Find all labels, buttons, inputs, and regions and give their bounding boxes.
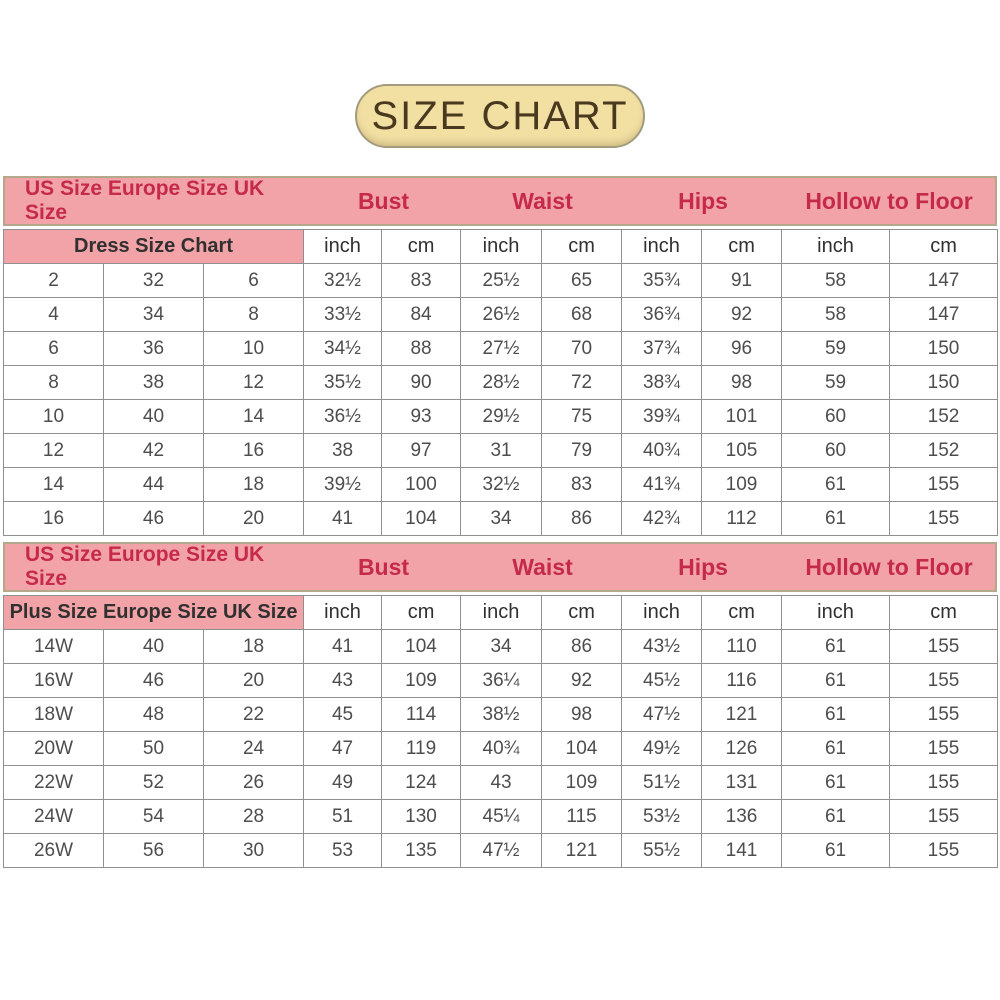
table-cell: 126: [702, 732, 782, 766]
plus-table-header-band: [3, 542, 997, 592]
table-cell: 6: [204, 264, 304, 298]
table-cell: 34½: [304, 332, 382, 366]
table-cell: 47: [304, 732, 382, 766]
table-cell: 45¼: [461, 800, 542, 834]
table-cell: 104: [382, 630, 461, 664]
bust-header: Bust: [357, 187, 410, 214]
table-cell: 33½: [304, 298, 382, 332]
unit-cell: cm: [542, 230, 622, 264]
table-cell: 53½: [622, 800, 702, 834]
table-cell: 30: [204, 834, 304, 868]
table-row: [4, 732, 998, 766]
table-cell: 104: [382, 502, 461, 536]
table-cell: 65: [542, 264, 622, 298]
table-cell: 10: [204, 332, 304, 366]
table-cell: 135: [382, 834, 461, 868]
table-cell: 121: [702, 698, 782, 732]
table-cell: 2: [4, 264, 104, 298]
unit-cell: inch: [304, 230, 382, 264]
table-cell: 121: [542, 834, 622, 868]
table-cell: 155: [890, 664, 998, 698]
dress-size-grid: [3, 229, 998, 536]
unit-cell: inch: [461, 230, 542, 264]
table-cell: 12: [4, 434, 104, 468]
unit-cell: cm: [702, 230, 782, 264]
plus-size-grid: [3, 595, 998, 868]
table-cell: 150: [890, 366, 998, 400]
hips-header: Hips: [678, 553, 728, 580]
table-cell: 60: [782, 434, 890, 468]
table-cell: 61: [782, 732, 890, 766]
table-cell: 37¾: [622, 332, 702, 366]
table-cell: 147: [890, 264, 998, 298]
unit-cell: inch: [304, 596, 382, 630]
table-cell: 86: [542, 630, 622, 664]
table-row: [4, 468, 998, 502]
table-cell: 38: [304, 434, 382, 468]
table-cell: 56: [104, 834, 204, 868]
table-cell: 42¾: [622, 502, 702, 536]
table-cell: 39½: [304, 468, 382, 502]
table-cell: 59: [782, 332, 890, 366]
hollow-to-floor-header: Hollow to Floor: [805, 553, 973, 580]
waist-header: Waist: [512, 187, 573, 214]
table-cell: 14W: [4, 630, 104, 664]
table-cell: 155: [890, 834, 998, 868]
table-cell: 28½: [461, 366, 542, 400]
table-cell: 24W: [4, 800, 104, 834]
table-cell: 130: [382, 800, 461, 834]
table-cell: 50: [104, 732, 204, 766]
table-cell: 61: [782, 630, 890, 664]
size-systems-label: US Size Europe Size UK Size: [25, 543, 265, 590]
table-cell: 47½: [622, 698, 702, 732]
hips-header: Hips: [678, 187, 728, 214]
table-cell: 46: [104, 502, 204, 536]
table-cell: 40¾: [461, 732, 542, 766]
table-cell: 48: [104, 698, 204, 732]
table-cell: 8: [204, 298, 304, 332]
table-cell: 70: [542, 332, 622, 366]
unit-cell: inch: [782, 596, 890, 630]
table-cell: 105: [702, 434, 782, 468]
table-cell: 18W: [4, 698, 104, 732]
table-cell: 12: [204, 366, 304, 400]
table-cell: 43: [304, 664, 382, 698]
size-systems-label: US Size Europe Size UK Size: [25, 177, 265, 224]
table-cell: 20W: [4, 732, 104, 766]
table-cell: 38: [104, 366, 204, 400]
table-cell: 110: [702, 630, 782, 664]
table-cell: 44: [104, 468, 204, 502]
table-row: [4, 502, 998, 536]
unit-cell: inch: [461, 596, 542, 630]
table-cell: 34: [461, 630, 542, 664]
table-row: [4, 664, 998, 698]
table-cell: 72: [542, 366, 622, 400]
table-cell: 59: [782, 366, 890, 400]
table-cell: 4: [4, 298, 104, 332]
table-cell: 136: [702, 800, 782, 834]
table-cell: 79: [542, 434, 622, 468]
table-cell: 155: [890, 468, 998, 502]
table-cell: 38¾: [622, 366, 702, 400]
size-chart-title-badge: [355, 84, 645, 148]
table-cell: 35½: [304, 366, 382, 400]
table-cell: 41¾: [622, 468, 702, 502]
table-cell: 155: [890, 800, 998, 834]
table-cell: 92: [702, 298, 782, 332]
unit-cell: cm: [890, 230, 998, 264]
table-cell: 36¾: [622, 298, 702, 332]
unit-cell: cm: [382, 230, 461, 264]
table-cell: 61: [782, 664, 890, 698]
table-cell: 141: [702, 834, 782, 868]
unit-cell: cm: [542, 596, 622, 630]
table-cell: 60: [782, 400, 890, 434]
table-cell: 97: [382, 434, 461, 468]
table-cell: 155: [890, 630, 998, 664]
table-row: [4, 834, 998, 868]
table-row: [4, 298, 998, 332]
table-cell: 68: [542, 298, 622, 332]
table-cell: 41: [304, 630, 382, 664]
waist-header: Waist: [512, 553, 573, 580]
table-cell: 35¾: [622, 264, 702, 298]
table-cell: 124: [382, 766, 461, 800]
table-cell: 32½: [461, 468, 542, 502]
table-cell: 61: [782, 468, 890, 502]
page-title: SIZE CHART: [371, 93, 629, 138]
table-row: [4, 332, 998, 366]
chart-type-label: Dress Size Chart: [4, 230, 304, 264]
table-cell: 98: [542, 698, 622, 732]
table-cell: 49½: [622, 732, 702, 766]
table-cell: 16: [4, 502, 104, 536]
table-cell: 119: [382, 732, 461, 766]
table-cell: 61: [782, 834, 890, 868]
units-row: [4, 596, 998, 630]
table-cell: 32: [104, 264, 204, 298]
table-row: [4, 434, 998, 468]
table-cell: 16: [204, 434, 304, 468]
table-cell: 61: [782, 800, 890, 834]
table-cell: 18: [204, 468, 304, 502]
table-row: [4, 800, 998, 834]
table-cell: 14: [204, 400, 304, 434]
table-cell: 49: [304, 766, 382, 800]
unit-cell: inch: [782, 230, 890, 264]
table-cell: 25½: [461, 264, 542, 298]
table-cell: 90: [382, 366, 461, 400]
table-cell: 36½: [304, 400, 382, 434]
table-cell: 93: [382, 400, 461, 434]
table-cell: 18: [204, 630, 304, 664]
table-cell: 86: [542, 502, 622, 536]
table-row: [4, 400, 998, 434]
table-cell: 10: [4, 400, 104, 434]
table-cell: 155: [890, 502, 998, 536]
table-cell: 42: [104, 434, 204, 468]
table-cell: 83: [542, 468, 622, 502]
table-cell: 28: [204, 800, 304, 834]
table-cell: 38½: [461, 698, 542, 732]
unit-cell: cm: [702, 596, 782, 630]
table-cell: 43: [461, 766, 542, 800]
table-cell: 26W: [4, 834, 104, 868]
table-cell: 96: [702, 332, 782, 366]
table-cell: 29½: [461, 400, 542, 434]
table-cell: 47½: [461, 834, 542, 868]
table-cell: 91: [702, 264, 782, 298]
table-cell: 61: [782, 502, 890, 536]
table-cell: 101: [702, 400, 782, 434]
table-cell: 61: [782, 698, 890, 732]
table-cell: 54: [104, 800, 204, 834]
table-cell: 152: [890, 434, 998, 468]
table-cell: 58: [782, 298, 890, 332]
hollow-to-floor-header: Hollow to Floor: [805, 187, 973, 214]
table-cell: 53: [304, 834, 382, 868]
table-cell: 109: [702, 468, 782, 502]
chart-type-label: Plus Size Europe Size UK Size: [4, 596, 304, 630]
plus-size-table: [3, 542, 997, 868]
table-cell: 109: [382, 664, 461, 698]
table-cell: 34: [104, 298, 204, 332]
table-cell: 43½: [622, 630, 702, 664]
table-cell: 40: [104, 400, 204, 434]
table-cell: 152: [890, 400, 998, 434]
table-cell: 112: [702, 502, 782, 536]
table-cell: 36: [104, 332, 204, 366]
table-cell: 88: [382, 332, 461, 366]
table-cell: 45: [304, 698, 382, 732]
table-cell: 6: [4, 332, 104, 366]
table-cell: 20: [204, 664, 304, 698]
table-cell: 114: [382, 698, 461, 732]
table-row: [4, 366, 998, 400]
table-cell: 31: [461, 434, 542, 468]
table-row: [4, 698, 998, 732]
table-cell: 51½: [622, 766, 702, 800]
table-row: [4, 630, 998, 664]
table-cell: 92: [542, 664, 622, 698]
table-cell: 100: [382, 468, 461, 502]
table-cell: 22: [204, 698, 304, 732]
unit-cell: inch: [622, 596, 702, 630]
table-row: [4, 264, 998, 298]
table-cell: 51: [304, 800, 382, 834]
table-cell: 40: [104, 630, 204, 664]
table-cell: 26: [204, 766, 304, 800]
table-cell: 24: [204, 732, 304, 766]
table-cell: 36¼: [461, 664, 542, 698]
table-cell: 41: [304, 502, 382, 536]
table-cell: 32½: [304, 264, 382, 298]
table-cell: 155: [890, 698, 998, 732]
table-cell: 26½: [461, 298, 542, 332]
table-cell: 104: [542, 732, 622, 766]
dress-table-header-band: [3, 176, 997, 226]
table-cell: 155: [890, 732, 998, 766]
table-cell: 98: [702, 366, 782, 400]
table-cell: 46: [104, 664, 204, 698]
table-cell: 45½: [622, 664, 702, 698]
table-cell: 116: [702, 664, 782, 698]
table-cell: 20: [204, 502, 304, 536]
table-cell: 22W: [4, 766, 104, 800]
unit-cell: inch: [622, 230, 702, 264]
dress-size-table: [3, 176, 997, 536]
table-cell: 84: [382, 298, 461, 332]
bust-header: Bust: [357, 553, 410, 580]
table-cell: 147: [890, 298, 998, 332]
table-cell: 115: [542, 800, 622, 834]
table-cell: 8: [4, 366, 104, 400]
unit-cell: cm: [382, 596, 461, 630]
table-cell: 14: [4, 468, 104, 502]
table-cell: 39¾: [622, 400, 702, 434]
table-cell: 83: [382, 264, 461, 298]
units-row: [4, 230, 998, 264]
table-cell: 131: [702, 766, 782, 800]
table-cell: 155: [890, 766, 998, 800]
table-row: [4, 766, 998, 800]
table-cell: 52: [104, 766, 204, 800]
table-cell: 109: [542, 766, 622, 800]
table-cell: 61: [782, 766, 890, 800]
table-cell: 34: [461, 502, 542, 536]
table-cell: 55½: [622, 834, 702, 868]
unit-cell: cm: [890, 596, 998, 630]
table-cell: 16W: [4, 664, 104, 698]
table-cell: 58: [782, 264, 890, 298]
table-cell: 150: [890, 332, 998, 366]
table-cell: 40¾: [622, 434, 702, 468]
table-cell: 27½: [461, 332, 542, 366]
table-cell: 75: [542, 400, 622, 434]
